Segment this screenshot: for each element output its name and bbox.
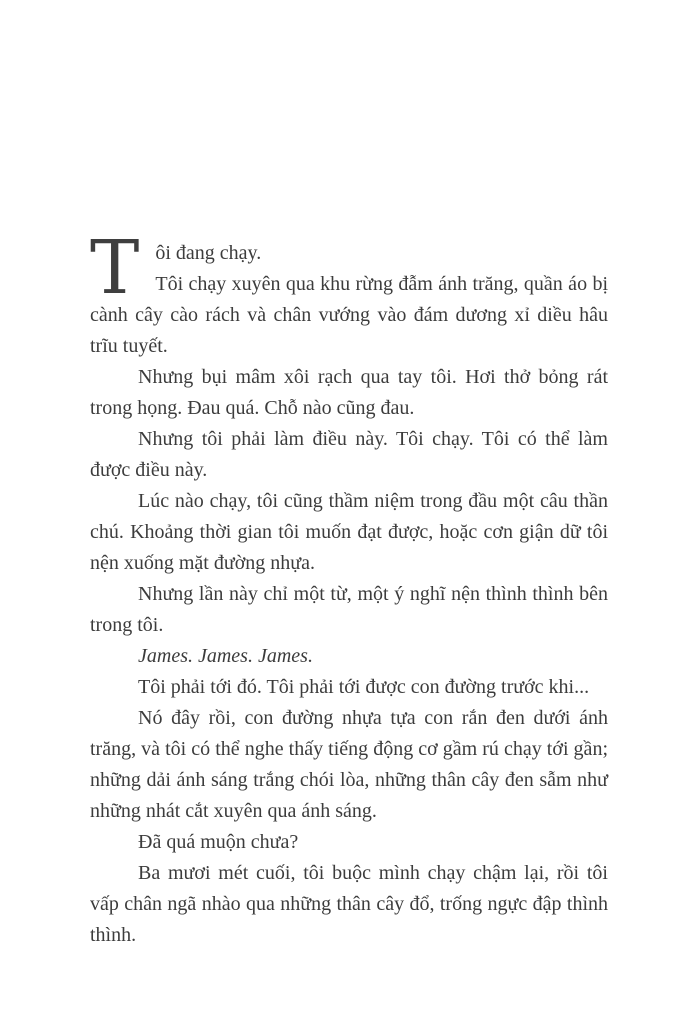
paragraph: Nó đây rồi, con đường nhựa tựa con rắn đen dưới ánh trăng, và tôi có thể nghe thấy tiếng động cơ gầm rú chạy tới gần; những dải ánh sáng trắng chói lòa, những thân cây đen sẫm như những nhát cắt xuyên qua ánh sáng. (90, 707, 608, 822)
paragraph: Nhưng lần này chỉ một từ, một ý nghĩ nện thình thình bên trong tôi. (90, 583, 608, 636)
paragraph: Tôi chạy xuyên qua khu rừng đẫm ánh trăng, quần áo bị cành cây cào rách và chân vướng vào đám dương xỉ diều hâu trĩu tuyết. (90, 273, 608, 357)
paragraph: Tôi phải tới đó. Tôi phải tới được con đường trước khi... (138, 676, 590, 698)
paragraph: Đã quá muộn chưa? (138, 831, 299, 853)
paragraph: Nhưng tôi phải làm điều này. Tôi chạy. Tôi có thể làm được điều này. (90, 428, 608, 481)
body-text (90, 225, 608, 951)
paragraph: Lúc nào chạy, tôi cũng thầm niệm trong đầu một câu thần chú. Khoảng thời gian tôi muốn đạt được, hoặc cơn giận dữ tôi nện xuống mặt đường nhựa. (90, 490, 608, 574)
paragraph-italic: James. James. James. (138, 645, 313, 667)
opening-paragraph: ôi đang chạy. (155, 242, 262, 264)
opening-section (90, 225, 608, 362)
paragraph: Ba mươi mét cuối, tôi buộc mình chạy chậm lại, rồi tôi vấp chân ngã nhào qua những thân cây đổ, trống ngực đập thình thình. (90, 862, 608, 946)
drop-cap: T (90, 225, 140, 311)
paragraph: Nhưng bụi mâm xôi rạch qua tay tôi. Hơi thở bỏng rát trong họng. Đau quá. Chỗ nào cũng đau. (90, 366, 608, 419)
